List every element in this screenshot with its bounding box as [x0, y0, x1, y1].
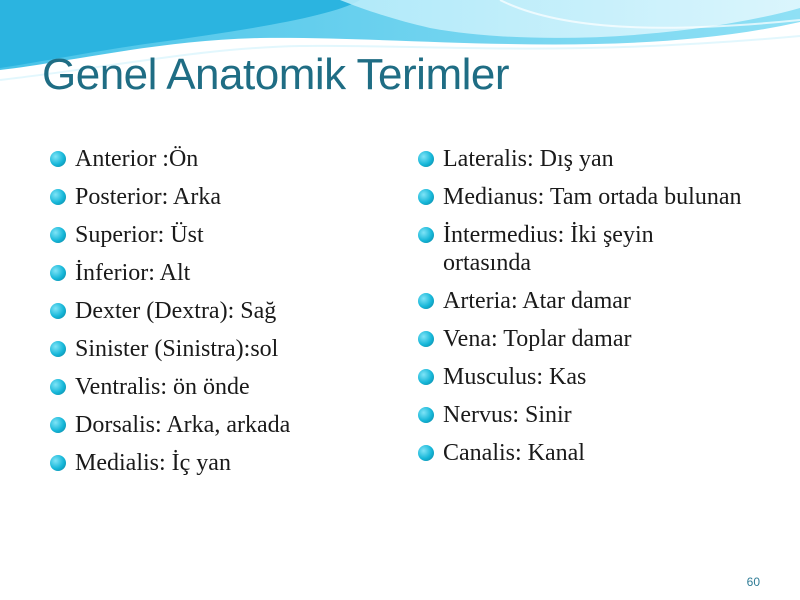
list-item: Superior: Üst	[48, 221, 388, 249]
bullet-icon	[50, 341, 66, 357]
bullet-icon	[50, 417, 66, 433]
list-item: Sinister (Sinistra):sol	[48, 335, 388, 363]
bullet-icon	[50, 227, 66, 243]
list-item: Ventralis: ön önde	[48, 373, 388, 401]
list-item: Anterior :Ön	[48, 145, 388, 173]
list-item: Dexter (Dextra): Sağ	[48, 297, 388, 325]
list-item: Canalis: Kanal	[416, 439, 746, 467]
bullet-icon	[418, 369, 434, 385]
list-item: Nervus: Sinir	[416, 401, 746, 429]
bullet-icon	[418, 151, 434, 167]
bullet-icon	[50, 379, 66, 395]
slide-title: Genel Anatomik Terimler	[42, 50, 509, 99]
bullet-icon	[418, 331, 434, 347]
list-item: Lateralis: Dış yan	[416, 145, 746, 173]
list-item: Musculus: Kas	[416, 363, 746, 391]
list-item: Posterior: Arka	[48, 183, 388, 211]
bullet-icon	[418, 407, 434, 423]
bullet-icon	[50, 189, 66, 205]
list-item: Arteria: Atar damar	[416, 287, 746, 315]
list-item: İnferior: Alt	[48, 259, 388, 287]
bullet-icon	[50, 455, 66, 471]
bullet-icon	[418, 445, 434, 461]
right-term-list	[416, 145, 746, 477]
bullet-icon	[418, 227, 434, 243]
list-item: Medialis: İç yan	[48, 449, 388, 477]
bullet-icon	[50, 151, 66, 167]
list-item: Vena: Toplar damar	[416, 325, 746, 353]
bullet-icon	[418, 293, 434, 309]
list-item: Dorsalis: Arka, arkada	[48, 411, 388, 439]
bullet-icon	[418, 189, 434, 205]
list-item: Medianus: Tam ortada bulunan	[416, 183, 746, 211]
left-term-list	[48, 145, 388, 487]
bullet-icon	[50, 303, 66, 319]
list-item: İntermedius: İki şeyin ortasında	[416, 221, 746, 277]
bullet-icon	[50, 265, 66, 281]
page-number: 60	[746, 575, 760, 589]
